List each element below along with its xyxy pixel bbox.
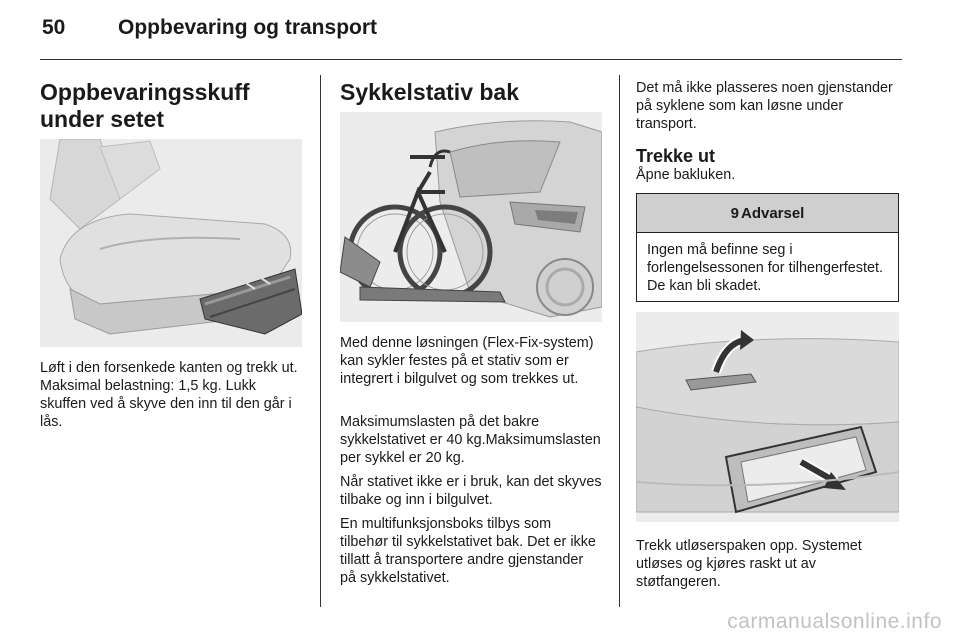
warning-text: Ingen må befinne seg i forlengelsessonen for tilhengerfestet. De kan bli skadet. xyxy=(647,242,883,294)
step-pull-release-lever: Trekk utløserspaken opp. Systemet utløses og kjøres raskt ut av støtfangeren. xyxy=(636,538,862,590)
bike-carrier-text-3: Når stativet ikke er i bruk, kan det skyves tilbake og inn i bilgulvet. xyxy=(340,474,602,508)
bike-carrier-text-4: En multifunksjonsboks tilbys som tilbehør til sykkelstativet bak. Det er ikke tillatt å transportere andre gjenstander på sykkelstativet. xyxy=(340,516,596,586)
bike-carrier-text-1: Med denne løsningen (Flex-Fix-system) kan sykler festes på et stativ som er integrert i bilgulvet og som trekkes ut. xyxy=(340,335,594,387)
warning-triangle-icon: 9 xyxy=(730,204,739,222)
column-divider-right xyxy=(619,75,620,607)
header-rule xyxy=(40,59,902,60)
bike-carrier-text-5: Det må ikke plasseres noen gjenstander på syklene som kan løsne under transport. xyxy=(636,80,893,132)
section-heading-bike-carrier: Sykkelstativ bak xyxy=(340,79,520,105)
column-divider-left xyxy=(320,75,321,607)
bike-carrier-figure xyxy=(340,112,602,322)
subheading-pull-out: Trekke ut xyxy=(636,146,716,166)
page-number: 50 xyxy=(42,16,66,39)
bike-carrier-text-2: Maksimumslasten på det bakre sykkelstativet er 40 kg.Maksimumslasten per sykkel er 20 kg. xyxy=(340,414,601,466)
bike-carrier-illustration-icon xyxy=(340,112,602,322)
bumper-release-figure xyxy=(636,312,899,522)
warning-box xyxy=(636,193,899,302)
seat-drawer-figure xyxy=(40,139,302,347)
watermark: carmanualsonline.info xyxy=(727,610,942,633)
warning-title: Advarsel xyxy=(740,204,805,222)
warning-header xyxy=(637,194,898,233)
seat-drawer-illustration-icon xyxy=(40,139,302,347)
section-heading-seat-drawer: Oppbevaringsskuff under setet xyxy=(40,79,250,132)
chapter-title: Oppbevaring og transport xyxy=(118,16,378,39)
bumper-release-illustration-icon xyxy=(636,312,899,522)
seat-drawer-text: Løft i den forsenkede kanten og trekk ut. Maksimal belastning: 1,5 kg. Lukk skuffen ved å skyve den inn til den går i lås. xyxy=(40,360,298,430)
step-open-tailgate: Åpne bakluken. xyxy=(636,167,736,183)
